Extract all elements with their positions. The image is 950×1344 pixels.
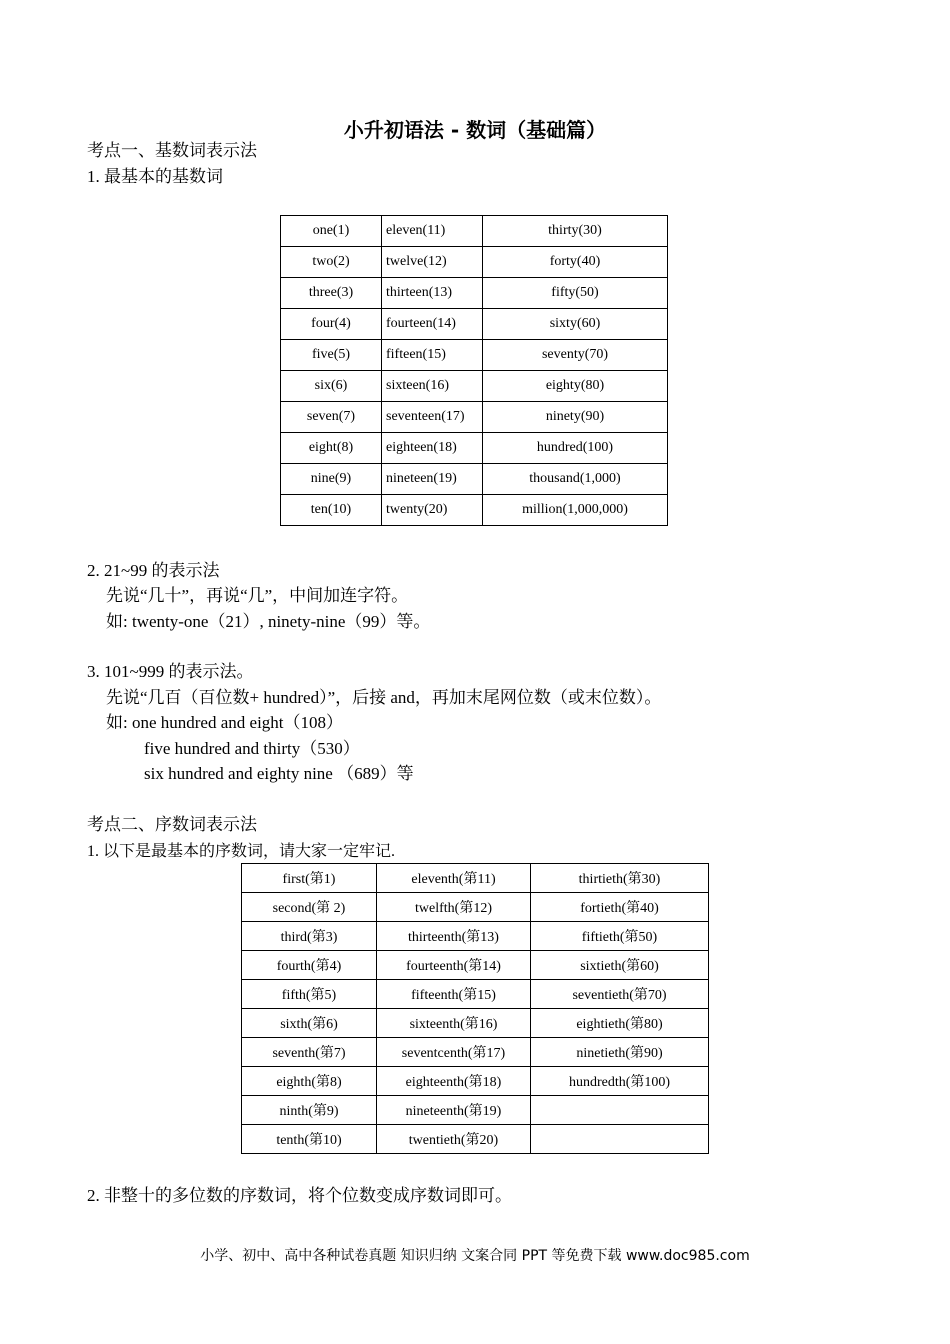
cardinal-row-cell: seventy(70) (483, 340, 668, 371)
item2-example: 如: twenty-one（21）, ninety-nine（99）等。 (106, 612, 431, 631)
section2-item2: 2. 非整十的多位数的序数词，将个位数变成序数词即可。 (87, 1186, 512, 1205)
cardinal-row-cell: ninety(90) (483, 402, 668, 433)
item2-rule: 先说“几十”，再说“几”，中间加连字符。 (106, 586, 409, 605)
ordinal-row-cell: first(第1) (242, 864, 377, 893)
ordinal-row (242, 864, 709, 893)
footer-text: 小学、初中、高中各种试卷真题 知识归纳 文案合同 PPT 等免费下载 www.doc985.com (200, 1248, 750, 1264)
section1-item2: 2. 21~99 的表示法 (87, 561, 220, 580)
ordinal-row-cell: sixtieth(第60) (531, 951, 709, 980)
cardinal-row (281, 278, 668, 309)
section2-item1 (87, 840, 395, 863)
ordinal-row (242, 893, 709, 922)
ordinal-row-cell: fifteenth(第15) (377, 980, 531, 1009)
ordinal-row-cell: twentieth(第20) (377, 1125, 531, 1154)
ordinal-row-cell (531, 1096, 709, 1125)
cardinal-row (281, 247, 668, 278)
item3-example-3: six hundred and eighty nine （689）等 (144, 764, 414, 783)
ordinal-row-cell: hundredth(第100) (531, 1067, 709, 1096)
cardinal-row-cell: five(5) (281, 340, 382, 371)
cardinal-row-cell: thousand(1,000) (483, 464, 668, 495)
ordinal-row-cell: fortieth(第40) (531, 893, 709, 922)
ordinal-row-cell: fourteenth(第14) (377, 951, 531, 980)
ordinal-row (242, 980, 709, 1009)
cardinal-row (281, 309, 668, 340)
ordinal-row-cell: seventieth(第70) (531, 980, 709, 1009)
cardinal-row-cell: sixteen(16) (382, 371, 483, 402)
cardinal-row-cell: eleven(11) (382, 216, 483, 247)
ordinal-row-cell: second(第 2) (242, 893, 377, 922)
ordinal-row-cell: ninetieth(第90) (531, 1038, 709, 1067)
cardinal-row-cell: sixty(60) (483, 309, 668, 340)
cardinal-row (281, 216, 668, 247)
section2-item1-text: 1. 以下是最基本的序数词，请大家一定牢记. (87, 843, 396, 860)
page-title: 小升初语法 - 数词（基础篇） (343, 118, 607, 142)
ordinal-row (242, 1125, 709, 1154)
cardinal-table (280, 215, 668, 526)
ordinal-row-cell: thirteenth(第13) (377, 922, 531, 951)
cardinal-row (281, 433, 668, 464)
cardinal-row-cell: eighty(80) (483, 371, 668, 402)
cardinal-row (281, 371, 668, 402)
item3-example-1: 如: one hundred and eight（108） (106, 713, 344, 732)
ordinal-row (242, 922, 709, 951)
cardinal-row-cell: thirteen(13) (382, 278, 483, 309)
cardinal-row-cell: eighteen(18) (382, 433, 483, 464)
cardinal-row (281, 402, 668, 433)
ordinal-row-cell: fifth(第5) (242, 980, 377, 1009)
ordinal-row-cell: twelfth(第12) (377, 893, 531, 922)
ordinal-row-cell: tenth(第10) (242, 1125, 377, 1154)
ordinal-row-cell: thirtieth(第30) (531, 864, 709, 893)
item3-example-2: five hundred and thirty（530） (144, 739, 360, 758)
cardinal-row (281, 495, 668, 526)
cardinal-row-cell: three(3) (281, 278, 382, 309)
cardinal-row-cell: eight(8) (281, 433, 382, 464)
cardinal-row-cell: fifty(50) (483, 278, 668, 309)
section2-heading: 考点二、序数词表示法 (87, 815, 257, 834)
ordinal-row-cell: eighth(第8) (242, 1067, 377, 1096)
ordinal-row-cell: eighteenth(第18) (377, 1067, 531, 1096)
cardinal-row-cell: four(4) (281, 309, 382, 340)
ordinal-row (242, 1096, 709, 1125)
cardinal-row-cell: fourteen(14) (382, 309, 483, 340)
ordinal-row-cell: sixth(第6) (242, 1009, 377, 1038)
cardinal-row-cell: nineteen(19) (382, 464, 483, 495)
ordinal-table (241, 863, 709, 1154)
cardinal-row-cell: twenty(20) (382, 495, 483, 526)
cardinal-row (281, 464, 668, 495)
cardinal-row-cell: hundred(100) (483, 433, 668, 464)
section1-item3: 3. 101~999 的表示法。 (87, 662, 254, 681)
cardinal-row-cell: ten(10) (281, 495, 382, 526)
section1-heading: 考点一、基数词表示法 (87, 141, 257, 160)
cardinal-row-cell: nine(9) (281, 464, 382, 495)
cardinal-row-cell: twelve(12) (382, 247, 483, 278)
cardinal-row-cell: fifteen(15) (382, 340, 483, 371)
cardinal-row-cell: forty(40) (483, 247, 668, 278)
ordinal-row-cell: fourth(第4) (242, 951, 377, 980)
cardinal-row-cell: one(1) (281, 216, 382, 247)
item3-rule: 先说“几百（百位数+ hundred）”，后接 and，再加末尾网位数（或末位数）。 (106, 688, 662, 707)
section1-item1: 1. 最基本的基数词 (87, 167, 223, 186)
ordinal-row-cell: fiftieth(第50) (531, 922, 709, 951)
cardinal-row-cell: thirty(30) (483, 216, 668, 247)
ordinal-row (242, 951, 709, 980)
ordinal-row-cell: seventh(第7) (242, 1038, 377, 1067)
cardinal-row (281, 340, 668, 371)
ordinal-row-cell: nineteenth(第19) (377, 1096, 531, 1125)
ordinal-row-cell (531, 1125, 709, 1154)
cardinal-row-cell: two(2) (281, 247, 382, 278)
ordinal-row-cell: eightieth(第80) (531, 1009, 709, 1038)
cardinal-row-cell: seven(7) (281, 402, 382, 433)
ordinal-row-cell: seventcenth(第17) (377, 1038, 531, 1067)
ordinal-row-cell: eleventh(第11) (377, 864, 531, 893)
cardinal-row-cell: million(1,000,000) (483, 495, 668, 526)
ordinal-row-cell: sixteenth(第16) (377, 1009, 531, 1038)
ordinal-row-cell: third(第3) (242, 922, 377, 951)
ordinal-row (242, 1067, 709, 1096)
ordinal-row-cell: ninth(第9) (242, 1096, 377, 1125)
ordinal-row (242, 1009, 709, 1038)
cardinal-row-cell: six(6) (281, 371, 382, 402)
ordinal-row (242, 1038, 709, 1067)
cardinal-row-cell: seventeen(17) (382, 402, 483, 433)
